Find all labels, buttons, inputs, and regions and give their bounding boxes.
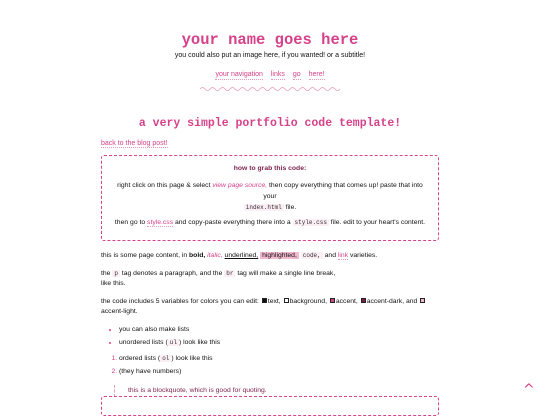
ol-code: ol — [162, 355, 170, 362]
text: the — [101, 270, 113, 277]
text: tag will make a single line break, — [235, 270, 336, 277]
list-item — [119, 323, 439, 336]
text: unordered lists ( — [119, 339, 168, 346]
site-header — [0, 0, 540, 131]
text: tag denotes a paragraph, and the — [119, 270, 225, 277]
example-link[interactable]: link — [337, 252, 349, 259]
text: then go to — [114, 219, 148, 226]
text: right click on this page & select — [117, 182, 213, 189]
main-content — [101, 140, 439, 397]
style-css-link[interactable]: style.css — [147, 219, 174, 226]
text: file. edit to your heart's content. — [328, 219, 426, 226]
text: like this. — [101, 280, 126, 287]
text: (they have numbers) — [119, 368, 182, 375]
code-text: code, — [302, 252, 321, 259]
text: the code includes 5 variables for colors you can edit: — [101, 298, 261, 305]
back-to-blog-link[interactable]: back to the blog post! — [101, 140, 168, 147]
blockquote: this is a blockquote, which is good for quoting. — [114, 385, 439, 397]
text: file. — [283, 204, 297, 211]
text: text, — [267, 298, 283, 305]
bold-text: bold, — [189, 252, 206, 259]
underlined-text: underlined, — [224, 252, 259, 259]
wavy-divider — [200, 86, 340, 92]
br-tag-code: br — [226, 270, 234, 277]
text: ) look like this — [171, 355, 213, 362]
back-to-top-icon[interactable]: ^ — [523, 382, 535, 398]
nav-link-links[interactable]: links — [270, 71, 285, 78]
text: accent-dark, and — [366, 298, 420, 305]
ordered-list — [101, 352, 439, 378]
unordered-list — [101, 323, 439, 349]
text: you can also make lists — [119, 326, 190, 333]
nav-link-go[interactable]: go — [292, 71, 301, 78]
grab-code-step-2 — [112, 217, 428, 228]
p-tag-code: p — [114, 270, 118, 277]
nav-link-your-navigation[interactable]: your navigation — [215, 71, 263, 78]
list-item — [119, 365, 439, 378]
text: accent-light. — [101, 308, 138, 315]
text: this is some page content, in — [101, 252, 190, 259]
tags-paragraph — [101, 269, 439, 289]
second-box — [101, 396, 439, 416]
index-html-code: index.html — [245, 204, 282, 211]
nav-link-here[interactable]: here! — [308, 71, 325, 78]
accent-light-color-swatch — [420, 298, 425, 303]
colors-paragraph — [101, 297, 439, 317]
list-item — [119, 352, 439, 365]
grab-code-title: how to grab this code: — [233, 165, 307, 172]
ul-code: ul — [169, 339, 177, 346]
grab-code-step-1 — [112, 180, 428, 213]
accent-dark-color-swatch — [361, 298, 366, 303]
intro-paragraph — [101, 251, 439, 261]
text: ) look like this — [178, 339, 221, 346]
highlighted-text: highlighted, — [262, 252, 297, 259]
italic-text: italic, — [207, 252, 223, 259]
accent-color-swatch — [330, 298, 335, 303]
view-source-emphasis: view page source, — [212, 182, 268, 189]
page-heading: a very simple portfolio code template! — [138, 117, 402, 130]
text-color-swatch — [262, 298, 267, 303]
grab-code-box — [101, 155, 439, 241]
site-subtitle: you could also put an image here, if you wanted! or a subtitle! — [174, 52, 366, 59]
text: ordered lists ( — [119, 355, 161, 362]
site-title: your name goes here — [181, 31, 359, 49]
list-item — [119, 336, 439, 349]
text: background, — [289, 298, 329, 305]
text: and copy-paste everything there into a — [173, 219, 293, 226]
background-color-swatch — [284, 298, 289, 303]
text: and — [322, 252, 338, 259]
text: accent, — [335, 298, 360, 305]
style-css-code: style.css — [294, 219, 327, 226]
site-nav — [0, 71, 540, 78]
text: then copy everything that comes up! paste that into your — [263, 182, 423, 200]
text: varieties. — [348, 252, 378, 259]
